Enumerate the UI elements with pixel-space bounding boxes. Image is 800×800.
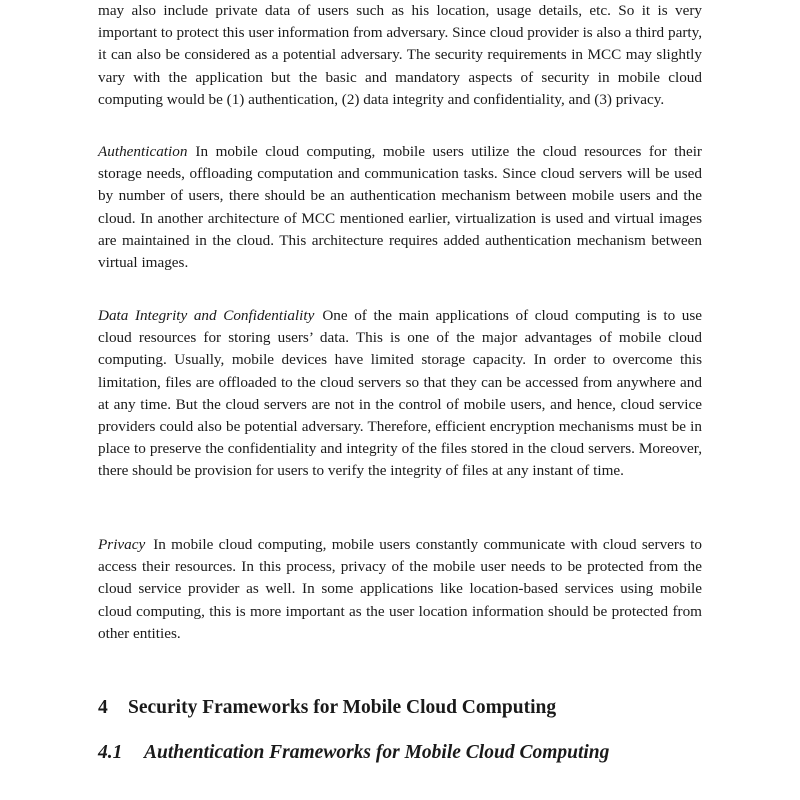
intro-paragraph: may also include private data of users such as his location, usage details, etc. So it is very important to protect this user information from adversary. Since cloud provider is also a third party, it can also be considered as a potential adversary. The security requirements in MCC may slightly vary with the application but the basic and mandatory aspects of security in mobile cloud computing would be (1) authentication, (2) data integrity and confidentiality, and (3) privacy. bbox=[98, 2, 702, 108]
privacy-heading: Privacy bbox=[98, 536, 146, 553]
authentication-text: In mobile cloud computing, mobile users utilize the cloud resources for their storage needs, offloading computation and communication tasks. Since cloud servers will be used by number of users, there should be an authentication mechanism between mobile users and the cloud. In another architecture of MCC mentioned earlier, virtualization is used and virtual images are maintained in the cloud. This architecture requires added authentication mechanism between virtual images. bbox=[98, 143, 702, 272]
integrity-text: One of the main applications of cloud computing is to use cloud resources for storing users’ data. This is one of the major advantages of mobile cloud computing. Usually, mobile devices have limited storage capacity. In order to overcome this limitation, files are offloaded to the cloud servers so that they can be accessed from anywhere and at any time. But the cloud servers are not in the control of mobile users, and hence, cloud service providers could also be potential adversary. Therefore, efficient encryption mechanisms must be in place to preserve the confidentiality and integrity of the files stored in the cloud servers. Moreover, there should be provision for users to verify the integrity of files at any instant of time. bbox=[98, 307, 702, 480]
authentication-paragraph bbox=[98, 141, 702, 274]
authentication-heading: Authentication bbox=[98, 143, 188, 160]
integrity-paragraph bbox=[98, 305, 702, 483]
privacy-text: In mobile cloud computing, mobile users constantly communicate with cloud servers to access their resources. In this process, privacy of the mobile user needs to be protected from the cloud service provider as well. In some applications like location-based services using mobile cloud computing, this is more important as the user location information should be protected from other entities. bbox=[98, 536, 702, 642]
subsection-title: Authentication Frameworks for Mobile Cloud Computing bbox=[144, 742, 610, 763]
privacy-paragraph bbox=[98, 534, 702, 645]
integrity-heading: Data Integrity and Confidentiality bbox=[98, 307, 315, 324]
subsection-heading bbox=[98, 742, 702, 764]
section-number: 4 bbox=[98, 697, 108, 718]
subsection-number: 4.1 bbox=[98, 742, 123, 763]
section-title: Security Frameworks for Mobile Cloud Computing bbox=[128, 697, 557, 718]
section-heading bbox=[98, 697, 702, 719]
